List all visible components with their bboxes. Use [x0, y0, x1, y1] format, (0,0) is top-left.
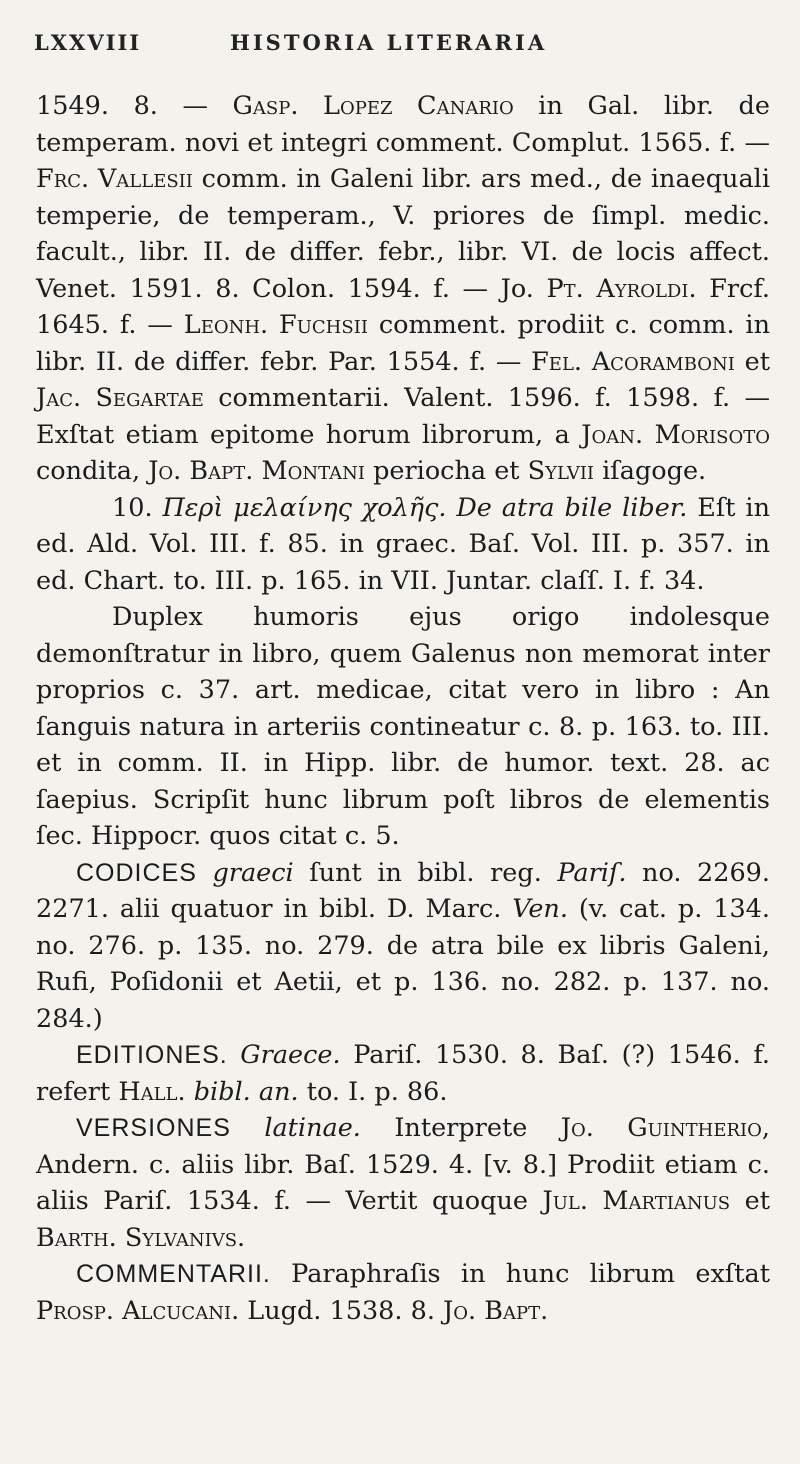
text-run: et — [734, 346, 770, 377]
paragraph-7 — [36, 1256, 770, 1329]
paragraph-5 — [36, 1037, 770, 1110]
italic-run: graeci — [212, 857, 294, 888]
text-run: , Andern. c. aliis libr. Baſ. 1529. 4. [v. 8.] Prodiit etiam c. aliis Pariſ. 1534. f. — Vertit quoque — [36, 1113, 770, 1216]
author-name: Leonh. Fuchsii — [183, 310, 368, 340]
author-name: Frc. Vallesii — [36, 164, 193, 194]
italic-run: Ven. — [512, 894, 568, 924]
text-run: . Frcf. 1645. f. — — [36, 273, 770, 340]
text-run: (v. cat. p. 134. no. 276. p. 135. no. 279. de atra bile ex libris Galeni, Rufi, Poſidonii et Aetii, et p. 136. no. 282. p. 137. no. 284.) — [36, 894, 770, 1034]
author-name: Jo. Bapt. Montani — [148, 456, 365, 486]
author-name: Prosp. Alcucani — [36, 1295, 232, 1326]
text-run: commentarii. Valent. 1596. f. 1598. f. — Exſtat etiam epitome horum librorum, a — [36, 383, 770, 450]
text-run: periocha et — [364, 456, 528, 486]
author-name: Gasp. Lopez Canario — [232, 91, 514, 121]
text-run: in Gal. libr. de temperam. novi et integri comment. Complut. 1565. f. — — [36, 91, 770, 158]
paragraph-3 — [36, 599, 770, 855]
text-run: Pariſ. 1530. 8. Baſ. (?) 1546. f. refert — [36, 1040, 770, 1107]
text-run — [197, 858, 213, 888]
author-name: Jac. Segartae — [36, 383, 204, 413]
text-run: Eſt in ed. Ald. Vol. III. f. 85. in graec. Baſ. Vol. III. p. 357. in ed. Chart. to. III. p. 165. in VII. Juntar. claſſ. I. f. 34. — [36, 492, 770, 596]
text-run: 10. — [112, 492, 163, 523]
italic-run: Graece. — [240, 1040, 341, 1070]
paragraph-6 — [36, 1110, 770, 1256]
section-heading: EDITIONES. — [76, 1041, 228, 1069]
text-run — [228, 1040, 241, 1070]
author-name: Fel. Acoramboni — [531, 346, 735, 377]
author-name: Hall. — [118, 1076, 186, 1107]
text-run: to. I. p. 86. — [298, 1076, 448, 1107]
author-name: Barth. Sylvanivs — [36, 1222, 238, 1253]
text-run: iſagoge. — [594, 456, 707, 486]
section-heading: COMMENTARII. — [76, 1260, 271, 1288]
page-folio: LXXVIII — [34, 30, 142, 55]
section-heading: VERSIONES — [76, 1114, 231, 1142]
text-run: Duplex humoris ejus origo indolesque demonſtratur in libro, quem Galenus non memorat inter proprios c. 37. art. medicae, citat vero in libro : An ſanguis natura in arteriis contineatur c. 8. p. 163. to. III. et in comm. II. in Hipp. libr. de humor. text. 28. ac ſaepius. Scripſit hunc librum poſt libros de elementis ſec. Hippocr. quos citat c. 5. — [36, 602, 770, 851]
author-name: Joan. Morisoto — [581, 419, 770, 450]
text-run: Paraphraſis in hunc librum exſtat — [270, 1259, 770, 1289]
text-run — [446, 493, 456, 523]
text-run: no. 2269. 2271. alii quatuor in bibl. D. Marc. — [36, 857, 771, 924]
author-name: Jul. Martianus — [542, 1186, 731, 1216]
text-run: . — [237, 1222, 246, 1253]
italic-run: latinae. — [264, 1113, 361, 1143]
author-name: Jo. Bapt. — [443, 1295, 549, 1326]
body-text — [36, 88, 770, 1329]
paragraph-1 — [36, 88, 770, 490]
text-run — [231, 1113, 264, 1143]
italic-run: bibl. an. — [193, 1076, 299, 1107]
text-run: et — [730, 1186, 770, 1216]
greek-title: Περὶ μελαίνης χολῆς. — [162, 492, 447, 523]
text-run — [186, 1077, 194, 1107]
latin-title: De atra bile liber. — [456, 492, 688, 523]
text-run: Interprete — [360, 1113, 561, 1143]
running-title: HISTORIA LITERARIA — [230, 30, 548, 55]
author-name: Jo. Guintherio — [560, 1113, 762, 1143]
text-run: comment. prodiit c. comm. in libr. II. de differ. febr. Par. 1554. f. — — [36, 310, 771, 377]
section-heading: CODICES — [76, 858, 197, 887]
text-run: comm. in Galeni libr. ars med., de inaequali temperie, de temperam., V. priores de ſimpl. medic. facult., libr. II. de differ. febr., libr. VI. de locis affect. Venet. 1591. 8. Colon. 1594. f. — Jo. — [36, 164, 770, 304]
text-run: . Lugd. 1538. 8. — [231, 1295, 444, 1326]
author-name: Pt. Ayroldi — [546, 273, 689, 304]
text-run: 1549. 8. — — [36, 91, 233, 121]
text-run: ſunt in bibl. reg. — [293, 857, 558, 888]
text-run: condita, — [36, 456, 149, 486]
italic-run: Pariſ. — [557, 857, 627, 888]
paragraph-2 — [36, 490, 770, 600]
author-name: Sylvii — [527, 456, 595, 486]
paragraph-4 — [36, 855, 770, 1038]
